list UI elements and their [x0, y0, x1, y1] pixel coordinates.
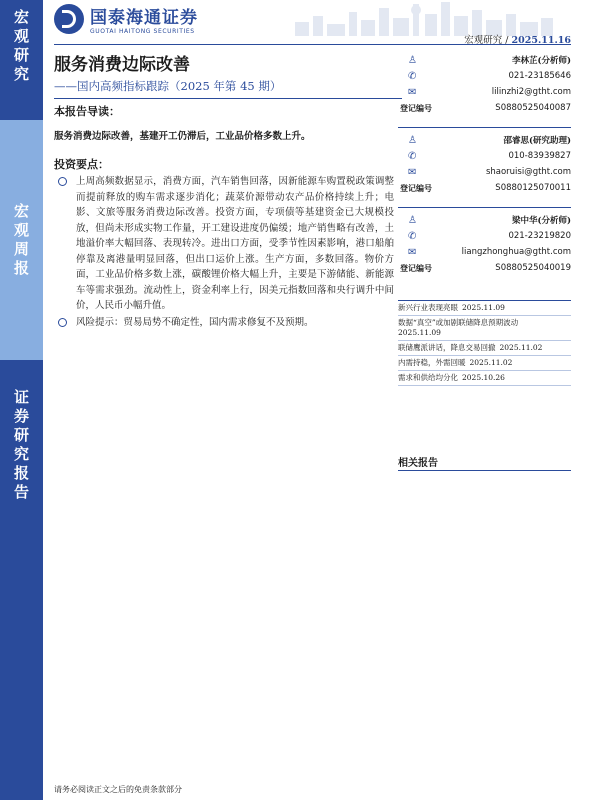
past-report-date: 2025.11.02: [469, 358, 513, 367]
analyst-license: S0880525040019: [495, 263, 571, 273]
past-report-title: 数据“真空”或加剧联储降息预期波动: [398, 318, 519, 327]
analyst-phone: 010-83939827: [508, 151, 571, 161]
skyline-illustration: [285, 0, 560, 36]
analyst-name: 李林芷(分析师): [511, 56, 571, 66]
phone-icon: ✆: [408, 150, 417, 162]
past-report-item[interactable]: [398, 301, 571, 316]
analyst-name: 邵睿思(研究助理): [503, 136, 571, 146]
past-report-item[interactable]: [398, 316, 571, 341]
phone-icon: ✆: [408, 70, 417, 82]
analyst-panel: [398, 52, 571, 292]
header-divider: [54, 44, 571, 45]
bullet-icon: [58, 177, 67, 186]
analyst-license: S0880125070011: [495, 183, 571, 193]
key-point-text: 风险提示：贸易局势不确定性，国内需求修复不及预期。: [76, 316, 314, 328]
brand-logo: [54, 3, 198, 35]
license-label: 登记编号: [400, 182, 432, 193]
analyst-phone: 021-23219820: [508, 231, 571, 241]
band-label-macro-weekly: 宏 观 周 报: [0, 120, 43, 360]
email-icon: ✉: [408, 86, 417, 98]
disclaimer-footer: 请务必阅读正文之后的免责条款部分: [54, 785, 182, 794]
analyst-email[interactable]: shaoruisi@gtht.com: [485, 167, 571, 177]
analyst-divider: [398, 127, 571, 128]
analyst-name: 梁中华(分析师): [511, 216, 571, 226]
person-icon: ♙: [408, 134, 417, 146]
email-icon: ✉: [408, 166, 417, 178]
person-icon: ♙: [408, 214, 417, 226]
guide-heading: 本报告导读：: [54, 105, 120, 118]
key-point: [54, 315, 394, 331]
past-report-date: 2025.11.09: [398, 328, 441, 337]
analyst-divider: [398, 207, 571, 208]
guide-text: 服务消费边际改善，基建开工仍滞后，工业品价格多数上升。: [54, 131, 311, 142]
past-report-date: 2025.10.26: [462, 373, 505, 382]
past-report-title: 内需持稳，外需回暖: [398, 358, 466, 367]
past-report-title: 需求和供给均分化: [398, 373, 458, 382]
past-report-date: 2025.11.02: [499, 343, 543, 352]
brand-logo-icon: [54, 4, 84, 34]
left-band: [0, 0, 43, 800]
related-reports-divider: [398, 470, 571, 471]
past-report-date: 2025.11.09: [462, 303, 505, 312]
key-points-heading: 投资要点：: [54, 158, 109, 171]
bullet-icon: [58, 318, 67, 327]
key-point-text: 上周高频数据显示，消费方面，汽车销售回落，因新能源车购置税政策调整而提前释放的购车需求逐步消化；蔬菜价源带动农产品价格持续上升；电影、文旅等服务消费边际改善。投资方面，专项债等基建资金已大规模投放，但尚未形成实物工作量，开工建设进度仍偏缓；地产销售略有改善，土地溢价率大幅回落、表现转冷。进出口方面，受季节性因素影响，港口船舶停靠及离港量明显回落，但出口运价上涨。生产方面，多数回落。物价方面，工业品价格多数上涨，碳酸锂价格大幅上升，主要是下游储能、新能源车等需求强劲。流动性上，资金利率上行，因美元指数回落和央行调升中间价，人民币小幅升值。: [76, 176, 394, 311]
brand-name-cn: 国泰海通证券: [90, 8, 198, 28]
past-report-item[interactable]: [398, 371, 571, 386]
report-title: 服务消费边际改善: [54, 55, 190, 75]
title-divider: [54, 98, 402, 99]
analyst-card: [398, 52, 571, 132]
analyst-email[interactable]: liangzhonghua@gtht.com: [461, 247, 571, 257]
key-points-list: [54, 174, 394, 331]
analyst-card: [398, 212, 571, 292]
analyst-card: [398, 132, 571, 212]
report-category: 宏观研究: [464, 35, 503, 46]
phone-icon: ✆: [408, 230, 417, 242]
past-reports-list: [398, 300, 571, 386]
analyst-email[interactable]: lilinzhi2@gtht.com: [491, 87, 571, 97]
license-label: 登记编号: [400, 102, 432, 113]
past-report-title: 联储鹰派讲话，降息交易回撤: [398, 343, 496, 352]
past-report-title: 新兴行业表现亮眼: [398, 303, 458, 312]
related-reports-heading: 相关报告: [398, 458, 438, 469]
analyst-license: S0880525040087: [495, 103, 571, 113]
key-point: [54, 174, 394, 314]
past-report-item[interactable]: [398, 356, 571, 371]
report-category-date: 宏观研究 / 2025.11.16: [464, 35, 571, 46]
band-label-securities-report: 证 券 研 究 报 告: [13, 388, 29, 501]
band-label-macro-research: 宏 观 研 究: [13, 8, 29, 83]
brand-name-en: GUOTAI HAITONG SECURITIES: [90, 28, 195, 35]
past-report-item[interactable]: [398, 341, 571, 356]
email-icon: ✉: [408, 246, 417, 258]
report-date: 2025.11.16: [511, 35, 571, 46]
analyst-phone: 021-23185646: [508, 71, 571, 81]
report-subtitle: ——国内高频指标跟踪（2025 年第 45 期）: [54, 79, 282, 93]
license-label: 登记编号: [400, 262, 432, 273]
person-icon: ♙: [408, 54, 417, 66]
